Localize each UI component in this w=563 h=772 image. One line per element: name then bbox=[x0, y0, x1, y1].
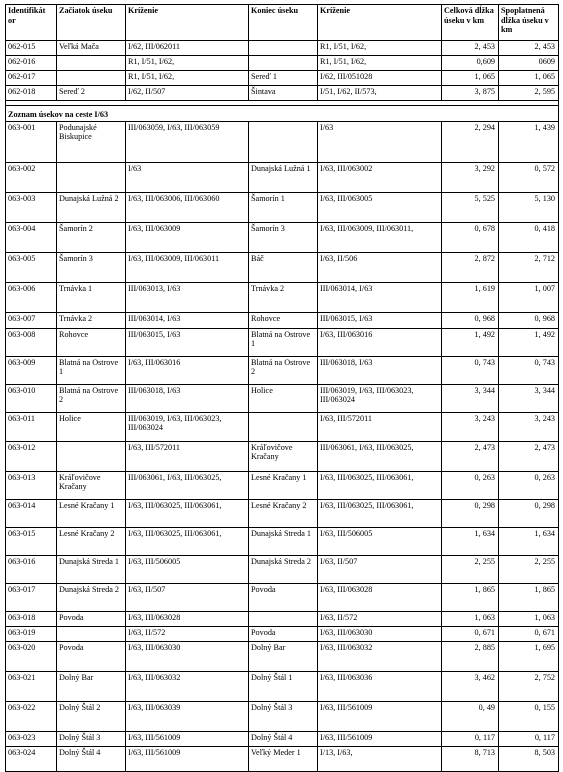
cell-toll-length: 0, 418 bbox=[499, 222, 559, 252]
cell-toll-length: 0, 155 bbox=[499, 701, 559, 731]
cell-crossing-start: I/63, III/506005 bbox=[126, 555, 249, 583]
cell-end: Dolný Štál 4 bbox=[249, 731, 318, 746]
cell-toll-length: 8, 503 bbox=[499, 746, 559, 771]
table-row bbox=[6, 671, 559, 701]
cell-crossing-end: I/63, III/063025, III/063061, bbox=[318, 499, 442, 527]
cell-total-length: 1, 063 bbox=[442, 611, 499, 626]
cell-id: 063-021 bbox=[6, 671, 57, 701]
cell-toll-length: 0, 671 bbox=[499, 626, 559, 641]
cell-id: 063-018 bbox=[6, 611, 57, 626]
cell-total-length: 2, 473 bbox=[442, 441, 499, 471]
cell-crossing-end: I/63, II/506 bbox=[318, 252, 442, 282]
cell-crossing-end: I/63, III/572011 bbox=[318, 412, 442, 441]
cell-id: 063-007 bbox=[6, 312, 57, 328]
cell-start: Trnávka 1 bbox=[57, 282, 126, 312]
col-header-crossing-end: Kríženie bbox=[318, 5, 442, 41]
header-row bbox=[6, 5, 559, 41]
cell-end bbox=[249, 121, 318, 162]
cell-start bbox=[57, 162, 126, 192]
cell-total-length: 3, 875 bbox=[442, 86, 499, 101]
cell-end: Kráľovičove Kračany bbox=[249, 441, 318, 471]
cell-id: 063-017 bbox=[6, 583, 57, 611]
table-row bbox=[6, 471, 559, 499]
cell-toll-length: 0, 117 bbox=[499, 731, 559, 746]
table-row bbox=[6, 626, 559, 641]
cell-total-length: 5, 525 bbox=[442, 192, 499, 222]
cell-id: 063-013 bbox=[6, 471, 57, 499]
cell-end: Povoda bbox=[249, 626, 318, 641]
cell-total-length: 1, 065 bbox=[442, 71, 499, 86]
cell-id: 063-020 bbox=[6, 641, 57, 671]
table-body-i62 bbox=[6, 41, 559, 101]
cell-id: 062-016 bbox=[6, 56, 57, 71]
cell-crossing-end: I/63, III/063025, III/063061, bbox=[318, 471, 442, 499]
cell-crossing-end: I/63, III/063032 bbox=[318, 641, 442, 671]
cell-crossing-end: I/63, III/063028 bbox=[318, 583, 442, 611]
table-row bbox=[6, 499, 559, 527]
road-sections-table bbox=[5, 4, 559, 772]
cell-toll-length: 3, 344 bbox=[499, 384, 559, 412]
section-row bbox=[6, 106, 559, 122]
cell-crossing-end: R1, I/51, I/62, bbox=[318, 56, 442, 71]
cell-start: Šamorín 2 bbox=[57, 222, 126, 252]
cell-crossing-end: I/63 bbox=[318, 121, 442, 162]
cell-end: Dunajská Streda 2 bbox=[249, 555, 318, 583]
cell-total-length: 2, 872 bbox=[442, 252, 499, 282]
cell-crossing-start: I/63, II/507 bbox=[126, 583, 249, 611]
cell-start: Dolný Bar bbox=[57, 671, 126, 701]
cell-toll-length: 0609 bbox=[499, 56, 559, 71]
cell-toll-length: 2, 473 bbox=[499, 441, 559, 471]
cell-total-length: 0, 671 bbox=[442, 626, 499, 641]
cell-total-length: 3, 243 bbox=[442, 412, 499, 441]
cell-toll-length: 2, 712 bbox=[499, 252, 559, 282]
cell-total-length: 0, 743 bbox=[442, 356, 499, 384]
cell-end: Dolný Štál 3 bbox=[249, 701, 318, 731]
cell-end: Šamorín 3 bbox=[249, 222, 318, 252]
table-row bbox=[6, 356, 559, 384]
cell-crossing-end: I/63, III/063036 bbox=[318, 671, 442, 701]
cell-crossing-start: I/63, III/063009 bbox=[126, 222, 249, 252]
col-header-crossing-start: Kríženie bbox=[126, 5, 249, 41]
cell-start: Lesné Kračany 1 bbox=[57, 499, 126, 527]
cell-start: Rohovce bbox=[57, 328, 126, 356]
cell-total-length: 0, 49 bbox=[442, 701, 499, 731]
table-row bbox=[6, 222, 559, 252]
table-row bbox=[6, 384, 559, 412]
cell-crossing-end: I/63, III/506005 bbox=[318, 527, 442, 555]
cell-id: 063-008 bbox=[6, 328, 57, 356]
cell-toll-length: 0, 263 bbox=[499, 471, 559, 499]
cell-end: Holice bbox=[249, 384, 318, 412]
cell-start: Dunajská Streda 2 bbox=[57, 583, 126, 611]
table-row bbox=[6, 746, 559, 771]
cell-id: 062-017 bbox=[6, 71, 57, 86]
cell-crossing-start: I/63, III/063025, III/063061, bbox=[126, 527, 249, 555]
cell-start: Podunajské Biskupice bbox=[57, 121, 126, 162]
table-row bbox=[6, 312, 559, 328]
cell-total-length: 2, 885 bbox=[442, 641, 499, 671]
cell-crossing-start: III/063015, I/63 bbox=[126, 328, 249, 356]
cell-crossing-start: I/63, III/063032 bbox=[126, 671, 249, 701]
cell-toll-length: 2, 453 bbox=[499, 41, 559, 56]
cell-toll-length: 2, 595 bbox=[499, 86, 559, 101]
cell-start: Dunajská Streda 1 bbox=[57, 555, 126, 583]
cell-end: Šintava bbox=[249, 86, 318, 101]
cell-id: 062-015 bbox=[6, 41, 57, 56]
cell-toll-length: 1, 439 bbox=[499, 121, 559, 162]
cell-total-length: 0, 263 bbox=[442, 471, 499, 499]
cell-toll-length: 1, 634 bbox=[499, 527, 559, 555]
table-row bbox=[6, 192, 559, 222]
cell-total-length: 1, 619 bbox=[442, 282, 499, 312]
cell-total-length: 8, 713 bbox=[442, 746, 499, 771]
table-row bbox=[6, 282, 559, 312]
cell-id: 063-006 bbox=[6, 282, 57, 312]
cell-toll-length: 3, 243 bbox=[499, 412, 559, 441]
cell-crossing-start: I/62, III/062011 bbox=[126, 41, 249, 56]
cell-toll-length: 1, 063 bbox=[499, 611, 559, 626]
cell-id: 063-012 bbox=[6, 441, 57, 471]
cell-id: 063-014 bbox=[6, 499, 57, 527]
cell-crossing-start: R1, I/51, I/62, bbox=[126, 56, 249, 71]
cell-total-length: 3, 292 bbox=[442, 162, 499, 192]
table-row bbox=[6, 252, 559, 282]
cell-crossing-end: III/063019, I/63, III/063023, III/063024 bbox=[318, 384, 442, 412]
cell-id: 062-018 bbox=[6, 86, 57, 101]
col-header-start: Začiatok úseku bbox=[57, 5, 126, 41]
cell-toll-length: 0, 743 bbox=[499, 356, 559, 384]
cell-end: Báč bbox=[249, 252, 318, 282]
table-body-i63 bbox=[6, 121, 559, 771]
cell-crossing-end: R1, I/51, I/62, bbox=[318, 41, 442, 56]
cell-crossing-start: III/063019, I/63, III/063023, III/063024 bbox=[126, 412, 249, 441]
cell-start: Dolný Štál 2 bbox=[57, 701, 126, 731]
cell-total-length: 1, 634 bbox=[442, 527, 499, 555]
cell-total-length: 0, 678 bbox=[442, 222, 499, 252]
cell-toll-length: 1, 492 bbox=[499, 328, 559, 356]
cell-end bbox=[249, 412, 318, 441]
cell-id: 063-003 bbox=[6, 192, 57, 222]
table-row bbox=[6, 701, 559, 731]
table-row bbox=[6, 527, 559, 555]
cell-crossing-end: I/63, II/507 bbox=[318, 555, 442, 583]
cell-start: Šamorín 3 bbox=[57, 252, 126, 282]
cell-crossing-start: I/63, III/063030 bbox=[126, 641, 249, 671]
cell-crossing-start: I/63, II/572 bbox=[126, 626, 249, 641]
cell-end bbox=[249, 611, 318, 626]
cell-start bbox=[57, 71, 126, 86]
cell-crossing-end: III/063018, I/63 bbox=[318, 356, 442, 384]
cell-start: Povoda bbox=[57, 641, 126, 671]
cell-total-length: 3, 344 bbox=[442, 384, 499, 412]
cell-total-length: 0, 117 bbox=[442, 731, 499, 746]
cell-end: Veľký Meder 1 bbox=[249, 746, 318, 771]
cell-id: 063-004 bbox=[6, 222, 57, 252]
cell-end: Blatná na Ostrove 1 bbox=[249, 328, 318, 356]
cell-start: Veľká Mača bbox=[57, 41, 126, 56]
cell-toll-length: 0, 298 bbox=[499, 499, 559, 527]
cell-toll-length: 1, 865 bbox=[499, 583, 559, 611]
cell-crossing-start: R1, I/51, I/62, bbox=[126, 71, 249, 86]
cell-end: Dunajská Streda 1 bbox=[249, 527, 318, 555]
cell-crossing-end: I/63, III/063005 bbox=[318, 192, 442, 222]
cell-crossing-end: I/63, II/572 bbox=[318, 611, 442, 626]
cell-end: Sereď 1 bbox=[249, 71, 318, 86]
cell-toll-length: 5, 130 bbox=[499, 192, 559, 222]
cell-start bbox=[57, 626, 126, 641]
cell-id: 063-023 bbox=[6, 731, 57, 746]
cell-end: Dolný Bar bbox=[249, 641, 318, 671]
cell-id: 063-016 bbox=[6, 555, 57, 583]
table-row bbox=[6, 328, 559, 356]
table-row bbox=[6, 611, 559, 626]
cell-crossing-end: I/63, III/063030 bbox=[318, 626, 442, 641]
cell-crossing-end: III/063015, I/63 bbox=[318, 312, 442, 328]
table-row bbox=[6, 56, 559, 71]
cell-start: Kráľovičove Kračany bbox=[57, 471, 126, 499]
cell-toll-length: 2, 255 bbox=[499, 555, 559, 583]
cell-toll-length: 1, 695 bbox=[499, 641, 559, 671]
table-row bbox=[6, 412, 559, 441]
cell-crossing-start: I/63, III/063009, III/063011 bbox=[126, 252, 249, 282]
cell-total-length: 2, 255 bbox=[442, 555, 499, 583]
section-divider bbox=[6, 101, 559, 122]
cell-total-length: 1, 492 bbox=[442, 328, 499, 356]
cell-crossing-end: I/63, III/063016 bbox=[318, 328, 442, 356]
section-title: Zoznam úsekov na ceste I/63 bbox=[6, 106, 559, 122]
cell-start: Holice bbox=[57, 412, 126, 441]
cell-crossing-start: I/63, III/063028 bbox=[126, 611, 249, 626]
cell-crossing-end: III/063061, I/63, III/063025, bbox=[318, 441, 442, 471]
cell-total-length: 0,609 bbox=[442, 56, 499, 71]
cell-id: 063-015 bbox=[6, 527, 57, 555]
cell-id: 063-001 bbox=[6, 121, 57, 162]
cell-crossing-end: I/63, III/063002 bbox=[318, 162, 442, 192]
table-row bbox=[6, 41, 559, 56]
cell-crossing-start: I/62, II/507 bbox=[126, 86, 249, 101]
cell-crossing-start: III/063059, I/63, III/063059 bbox=[126, 121, 249, 162]
cell-end: Dunajská Lužná 1 bbox=[249, 162, 318, 192]
cell-crossing-start: I/63, III/063039 bbox=[126, 701, 249, 731]
cell-end: Rohovce bbox=[249, 312, 318, 328]
table-row bbox=[6, 86, 559, 101]
cell-crossing-end: I/63, III/063009, III/063011, bbox=[318, 222, 442, 252]
cell-start: Sereď 2 bbox=[57, 86, 126, 101]
cell-end: Trnávka 2 bbox=[249, 282, 318, 312]
cell-id: 063-011 bbox=[6, 412, 57, 441]
cell-start: Blatná na Ostrove 1 bbox=[57, 356, 126, 384]
col-header-end: Koniec úseku bbox=[249, 5, 318, 41]
cell-end bbox=[249, 56, 318, 71]
cell-crossing-start: III/063014, I/63 bbox=[126, 312, 249, 328]
cell-id: 063-010 bbox=[6, 384, 57, 412]
cell-crossing-start: III/063061, I/63, III/063025, bbox=[126, 471, 249, 499]
cell-toll-length: 2, 752 bbox=[499, 671, 559, 701]
table-row bbox=[6, 441, 559, 471]
cell-end: Povoda bbox=[249, 583, 318, 611]
cell-crossing-start: I/63 bbox=[126, 162, 249, 192]
cell-end: Dolný Štál 1 bbox=[249, 671, 318, 701]
cell-crossing-start: I/63, III/561009 bbox=[126, 731, 249, 746]
cell-end: Blatná na Ostrove 2 bbox=[249, 356, 318, 384]
table-row bbox=[6, 555, 559, 583]
cell-id: 063-009 bbox=[6, 356, 57, 384]
cell-start: Povoda bbox=[57, 611, 126, 626]
cell-start: Trnávka 2 bbox=[57, 312, 126, 328]
cell-crossing-start: III/063018, I/63 bbox=[126, 384, 249, 412]
cell-end bbox=[249, 41, 318, 56]
cell-toll-length: 0, 968 bbox=[499, 312, 559, 328]
cell-start: Lesné Kračany 2 bbox=[57, 527, 126, 555]
table-row bbox=[6, 162, 559, 192]
cell-end: Lesné Kračany 1 bbox=[249, 471, 318, 499]
table-row bbox=[6, 583, 559, 611]
cell-total-length: 0, 968 bbox=[442, 312, 499, 328]
cell-crossing-start: I/63, III/063025, III/063061, bbox=[126, 499, 249, 527]
cell-crossing-end: I/63, III/561009 bbox=[318, 731, 442, 746]
cell-total-length: 0, 298 bbox=[442, 499, 499, 527]
table-row bbox=[6, 121, 559, 162]
cell-total-length: 1, 865 bbox=[442, 583, 499, 611]
cell-toll-length: 1, 065 bbox=[499, 71, 559, 86]
cell-toll-length: 1, 007 bbox=[499, 282, 559, 312]
table-row bbox=[6, 71, 559, 86]
cell-total-length: 3, 462 bbox=[442, 671, 499, 701]
col-header-id: Identifikát or bbox=[6, 5, 57, 41]
cell-start: Dunajská Lužná 2 bbox=[57, 192, 126, 222]
cell-id: 063-022 bbox=[6, 701, 57, 731]
cell-crossing-start: I/63, III/572011 bbox=[126, 441, 249, 471]
cell-id: 063-024 bbox=[6, 746, 57, 771]
cell-start: Dolný Štál 4 bbox=[57, 746, 126, 771]
table-row bbox=[6, 641, 559, 671]
cell-crossing-start: III/063013, I/63 bbox=[126, 282, 249, 312]
cell-start: Blatná na Ostrove 2 bbox=[57, 384, 126, 412]
col-header-total-length: Celková dĺžka úseku v km bbox=[442, 5, 499, 41]
col-header-toll-length: Spoplatnená dĺžka úseku v km bbox=[499, 5, 559, 41]
cell-id: 063-002 bbox=[6, 162, 57, 192]
cell-crossing-start: I/63, III/561009 bbox=[126, 746, 249, 771]
cell-start bbox=[57, 441, 126, 471]
cell-id: 063-005 bbox=[6, 252, 57, 282]
table-row bbox=[6, 731, 559, 746]
cell-start bbox=[57, 56, 126, 71]
cell-crossing-end: I/51, I/62, II/573, bbox=[318, 86, 442, 101]
cell-total-length: 2, 294 bbox=[442, 121, 499, 162]
cell-crossing-end: III/063014, I/63 bbox=[318, 282, 442, 312]
cell-id: 063-019 bbox=[6, 626, 57, 641]
cell-toll-length: 0, 572 bbox=[499, 162, 559, 192]
cell-crossing-end: I/62, III/051028 bbox=[318, 71, 442, 86]
cell-crossing-start: I/63, III/063006, III/063060 bbox=[126, 192, 249, 222]
cell-end: Lesné Kračany 2 bbox=[249, 499, 318, 527]
cell-end: Šamorín 1 bbox=[249, 192, 318, 222]
cell-crossing-start: I/63, III/063016 bbox=[126, 356, 249, 384]
cell-crossing-end: I/13, I/63, bbox=[318, 746, 442, 771]
cell-total-length: 2, 453 bbox=[442, 41, 499, 56]
cell-crossing-end: I/63, III/561009 bbox=[318, 701, 442, 731]
cell-start: Dolný Štál 3 bbox=[57, 731, 126, 746]
